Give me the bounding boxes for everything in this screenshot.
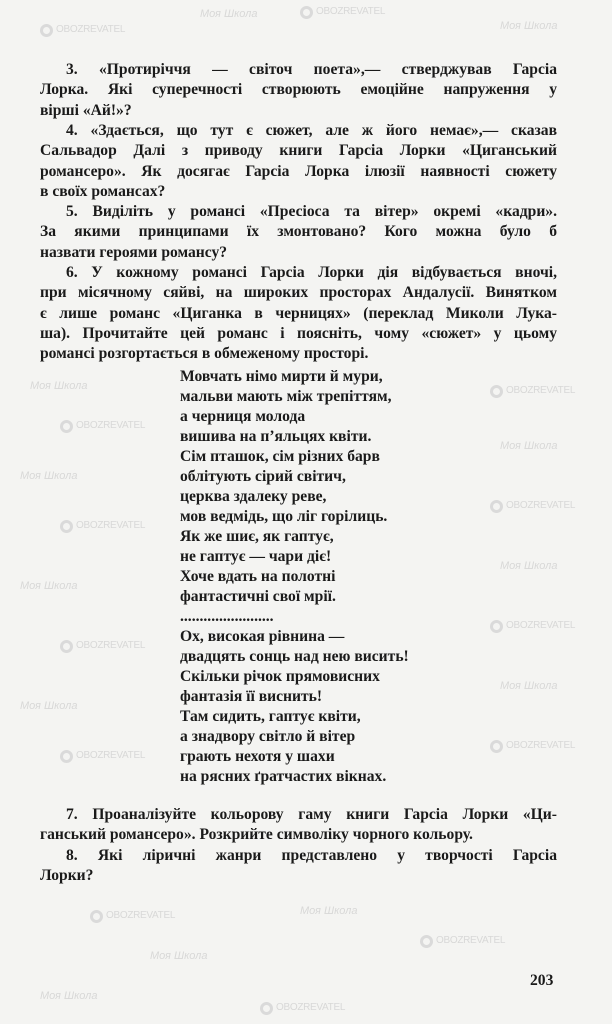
question-line: 8. Які ліричні жанри представлено у творчості Гарсіа [66, 846, 557, 864]
poem-line: фантазія її виснить! [180, 688, 323, 705]
watermark-site: Моя Школа [500, 440, 558, 452]
watermark-site: Моя Школа [500, 560, 558, 572]
question-line: в своїх романсах? [40, 182, 166, 200]
poem-line: Як же шиє, як гаптує, [180, 528, 334, 545]
question-line: Сальвадор Далі з приводу книги Гарсіа Лорки «Циганський [40, 142, 557, 160]
question-line: 4. «Здається, що тут є сюжет, але ж його немає»,— сказав [66, 121, 557, 139]
watermark-site: Моя Школа [20, 470, 78, 482]
question-line: романсі розгортається в обмеженому просторі. [40, 345, 369, 363]
question-line: є лише романс «Циганка в черницях» (переклад Миколи Лука- [40, 304, 557, 322]
question-line: вірші «Ай!»? [40, 101, 132, 119]
poem-line: мов ведмідь, що ліг горілиць. [180, 508, 388, 525]
watermark-site: Моя Школа [200, 8, 258, 20]
poem-line: на рясних ґратчастих вікнах. [180, 768, 387, 785]
watermark-brand: OBOZREVATEL [490, 385, 575, 398]
poem-line: не гаптує — чари діє! [180, 548, 332, 565]
watermark-brand: OBOZREVATEL [40, 24, 125, 37]
watermark-brand: OBOZREVATEL [60, 750, 145, 763]
watermark-site: Моя Школа [300, 905, 358, 917]
poem-line: вишива на п’яльцях квіти. [180, 428, 372, 445]
poem-line: а знадвору світло й вітер [180, 728, 356, 745]
poem-line: двадцять сонць над нею висить! [180, 648, 409, 665]
watermark-site: Моя Школа [500, 20, 558, 32]
poem-line: облітують сірий світич, [180, 468, 346, 485]
poem-line: Скільки річок прямовисних [180, 668, 380, 685]
watermark-brand: OBOZREVATEL [90, 910, 175, 923]
question-line: романсеро». Як досягає Гарсіа Лорка ілюзії наявності сюжету [40, 162, 557, 180]
poem-line: Ох, високая рівнина — [180, 628, 345, 645]
watermark-site: Моя Школа [40, 990, 98, 1002]
poem-line: Там сидить, гаптує квіти, [180, 708, 361, 725]
watermark-site: Моя Школа [500, 680, 558, 692]
watermark-brand: OBOZREVATEL [490, 500, 575, 513]
poem-line: грають нехотя у шахи [180, 748, 335, 765]
question-line: 5. Виділіть у романсі «Пресіоса та вітер» окремі «кадри». [66, 203, 557, 221]
question-line: 6. У кожному романсі Гарсіа Лорки дія відбувається вночі, [66, 264, 557, 281]
poem-ellipsis-divider: ........................ [180, 608, 274, 625]
question-line: при місячному сяйві, на широких просторах Андалусії. Винятком [40, 284, 557, 302]
question-line: 3. «Протиріччя — світоч поета»,— стверджував Гарсіа [66, 61, 557, 78]
watermark-brand: OBOZREVATEL [60, 520, 145, 533]
watermark-site: Моя Школа [150, 950, 208, 962]
watermark-brand: OBOZREVATEL [60, 640, 145, 653]
watermark-brand: OBOZREVATEL [260, 1002, 345, 1015]
question-line: назвати героями романсу? [40, 243, 228, 261]
poem-line: Хоче вдать на полотні [180, 568, 336, 585]
poem-line: фантастичні свої мрії. [180, 588, 336, 605]
watermark-site: Моя Школа [20, 700, 78, 712]
poem-line: церква здалеку реве, [180, 488, 327, 505]
watermark-brand: OBOZREVATEL [490, 620, 575, 633]
watermark-brand: OBOZREVATEL [300, 6, 385, 19]
question-line: 7. Проаналізуйте кольорову гаму книги Гарсіа Лорки «Ци- [66, 806, 557, 823]
question-line: ганський романсеро». Розкрийте символіку чорного кольору. [40, 826, 473, 844]
page-number: 203 [530, 972, 554, 989]
poem-line: мальви мають між трепіттям, [180, 388, 392, 405]
question-line: ша). Прочитайте цей романс і поясніть, чому «сюжет» у цьому [40, 324, 557, 342]
watermark-brand: OBOZREVATEL [60, 420, 145, 433]
question-line: Лорки? [40, 866, 94, 884]
watermark-brand: OBOZREVATEL [420, 935, 505, 948]
poem-line: Мовчать німо мирти й мури, [180, 368, 383, 385]
question-line: За якими принципами їх змонтовано? Кого можна було б [40, 223, 557, 241]
poem-line: а черниця молода [180, 408, 306, 425]
watermark-site: Моя Школа [20, 580, 78, 592]
question-line: Лорка. Які суперечності створюють емоційне напруження у [40, 81, 557, 99]
watermark-site: Моя Школа [30, 380, 88, 392]
poem-line: Сім пташок, сім різних барв [180, 448, 380, 465]
watermark-brand: OBOZREVATEL [490, 740, 575, 753]
